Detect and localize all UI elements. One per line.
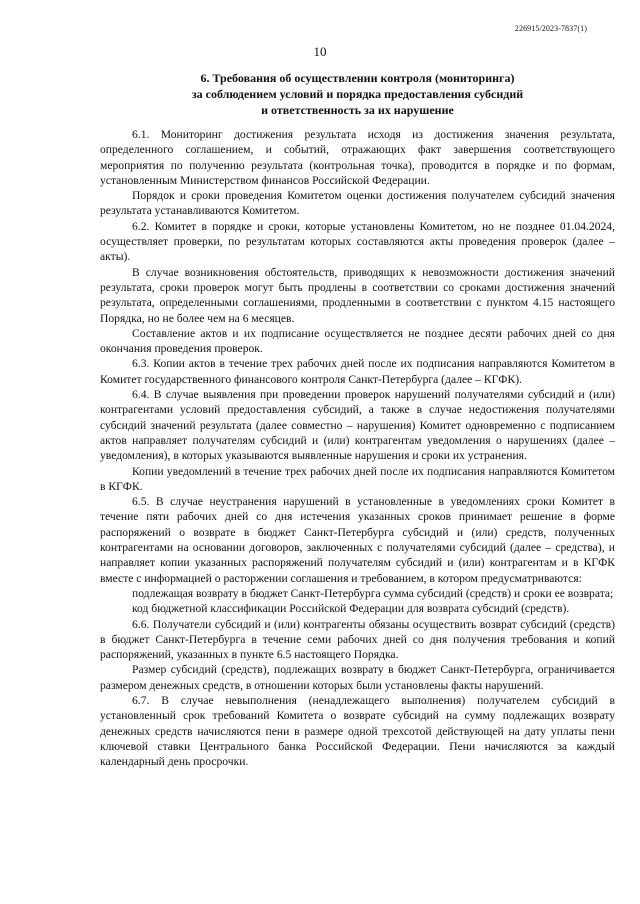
- paragraph-6-2-acts: Составление актов и их подписание осуществляется не позднее десяти рабочих дней со дня окончания проведения проверок.: [100, 326, 615, 356]
- paragraph-6-1-procedure: Порядок и сроки проведения Комитетом оценки достижения получателем субсидий значения результата устанавливаются Комитетом.: [100, 189, 615, 218]
- paragraph-6-2: 6.2. Комитет в порядке и сроки, которые установлены Комитетом, но не позднее 01.04.2024, осуществляет проверки, по результатам которых составляются акты проведения проверок (далее – акты).: [100, 219, 615, 264]
- section-heading-line-1: 6. Требования об осуществлении контроля (мониторинга): [200, 71, 515, 85]
- paragraph-6-1: 6.1. Мониторинг достижения результата исходя из достижения значения результата, определенного соглашением, и событий, отражающих факт завершения соответствующего мероприятия по получению результата (контрольная точка), проводится в порядке и по формам, установленным Министерством финансов Российской Федерации.: [100, 128, 615, 187]
- paragraph-6-5: 6.5. В случае неустранения нарушений в установленные в уведомлениях сроки Комитет в течение пяти рабочих дней со дня истечения указанных сроков принимает решение в форме распоряжений о возврате в бюджет Санкт-Петербурга субсидий и (или) средств, полученных контрагентами на основании договоров, заключенных с получателями субсидий (далее – средства), и направляет копии указанных распоряжений получателям субсидий и (или) контрагентам и в КГФК вместе с информацией о расторжении соглашения и требованием, в котором предусматриваются:: [100, 495, 615, 585]
- paragraph-6-4: 6.4. В случае выявления при проведении проверок нарушений получателями субсидий и (или) контрагентами условий предоставления субсидий, а также в случае недостижения получателями субсидий значений результата (далее совместно – нарушения) Комитет одновременно с подписанием актов направляет получателям субсидий и (или) контрагентам уведомления о нарушениях (далее – уведомления), в которых указываются выявленные нарушения и сроки их устранения.: [100, 388, 615, 463]
- document-body: [100, 127, 615, 769]
- paragraph-6-2-extension: В случае возникновения обстоятельств, приводящих к невозможности достижения значений результата, сроки проверок могут быть продлены в соответствии со сроками достижения значений результата, определенными соглашениями, продленными в соответствии с пунктом 4.15 настоящего Порядка, но не более чем на 6 месяцев.: [100, 265, 615, 325]
- document-registration-number: 226915/2023-7837(1): [514, 24, 587, 33]
- paragraph-6-5-amount: подлежащая возврату в бюджет Санкт-Петербурга сумма субсидий (средств) и сроки ее возврата;: [132, 586, 614, 600]
- paragraph-6-5-code: код бюджетной классификации Российской Федерации для возврата субсидий (средств).: [132, 602, 570, 616]
- section-heading: [100, 70, 615, 118]
- paragraph-6-3: 6.3. Копии актов в течение трех рабочих дней после их подписания направляются Комитетом в Комитет государственного финансового контроля Санкт-Петербурга (далее – КГФК).: [100, 357, 615, 386]
- paragraph-6-6-limit: Размер субсидий (средств), подлежащих возврату в бюджет Санкт-Петербурга, ограничивается размером денежных средств, в отношении которых были установлены факты нарушений.: [100, 663, 615, 692]
- paragraph-6-7: 6.7. В случае невыполнения (ненадлежащего выполнения) получателем субсидий в установленный срок требований Комитета о возврате субсидий на сумму подлежащих возврату денежных средств начисляются пени в размере одной трехсотой действующей на дату уплаты пени ключевой ставки Центрального банка Российской Федерации. Пени начисляются за каждый календарный день просрочки.: [100, 693, 615, 769]
- section-heading-line-2: за соблюдением условий и порядка предоставления субсидий: [191, 87, 524, 101]
- paragraph-6-4-copies: Копии уведомлений в течение трех рабочих дней после их подписания направляются Комитетом в КГФК.: [100, 464, 615, 493]
- section-heading-line-3: и ответственность за их нарушение: [261, 103, 454, 117]
- paragraph-6-6: 6.6. Получатели субсидий и (или) контрагенты обязаны осуществить возврат субсидий (средств) в бюджет Санкт-Петербурга в течение семи рабочих дней со дня получения требования и копий распоряжений, указанных в пункте 6.5 настоящего Порядка.: [100, 617, 615, 662]
- page-number: 10: [313, 44, 327, 59]
